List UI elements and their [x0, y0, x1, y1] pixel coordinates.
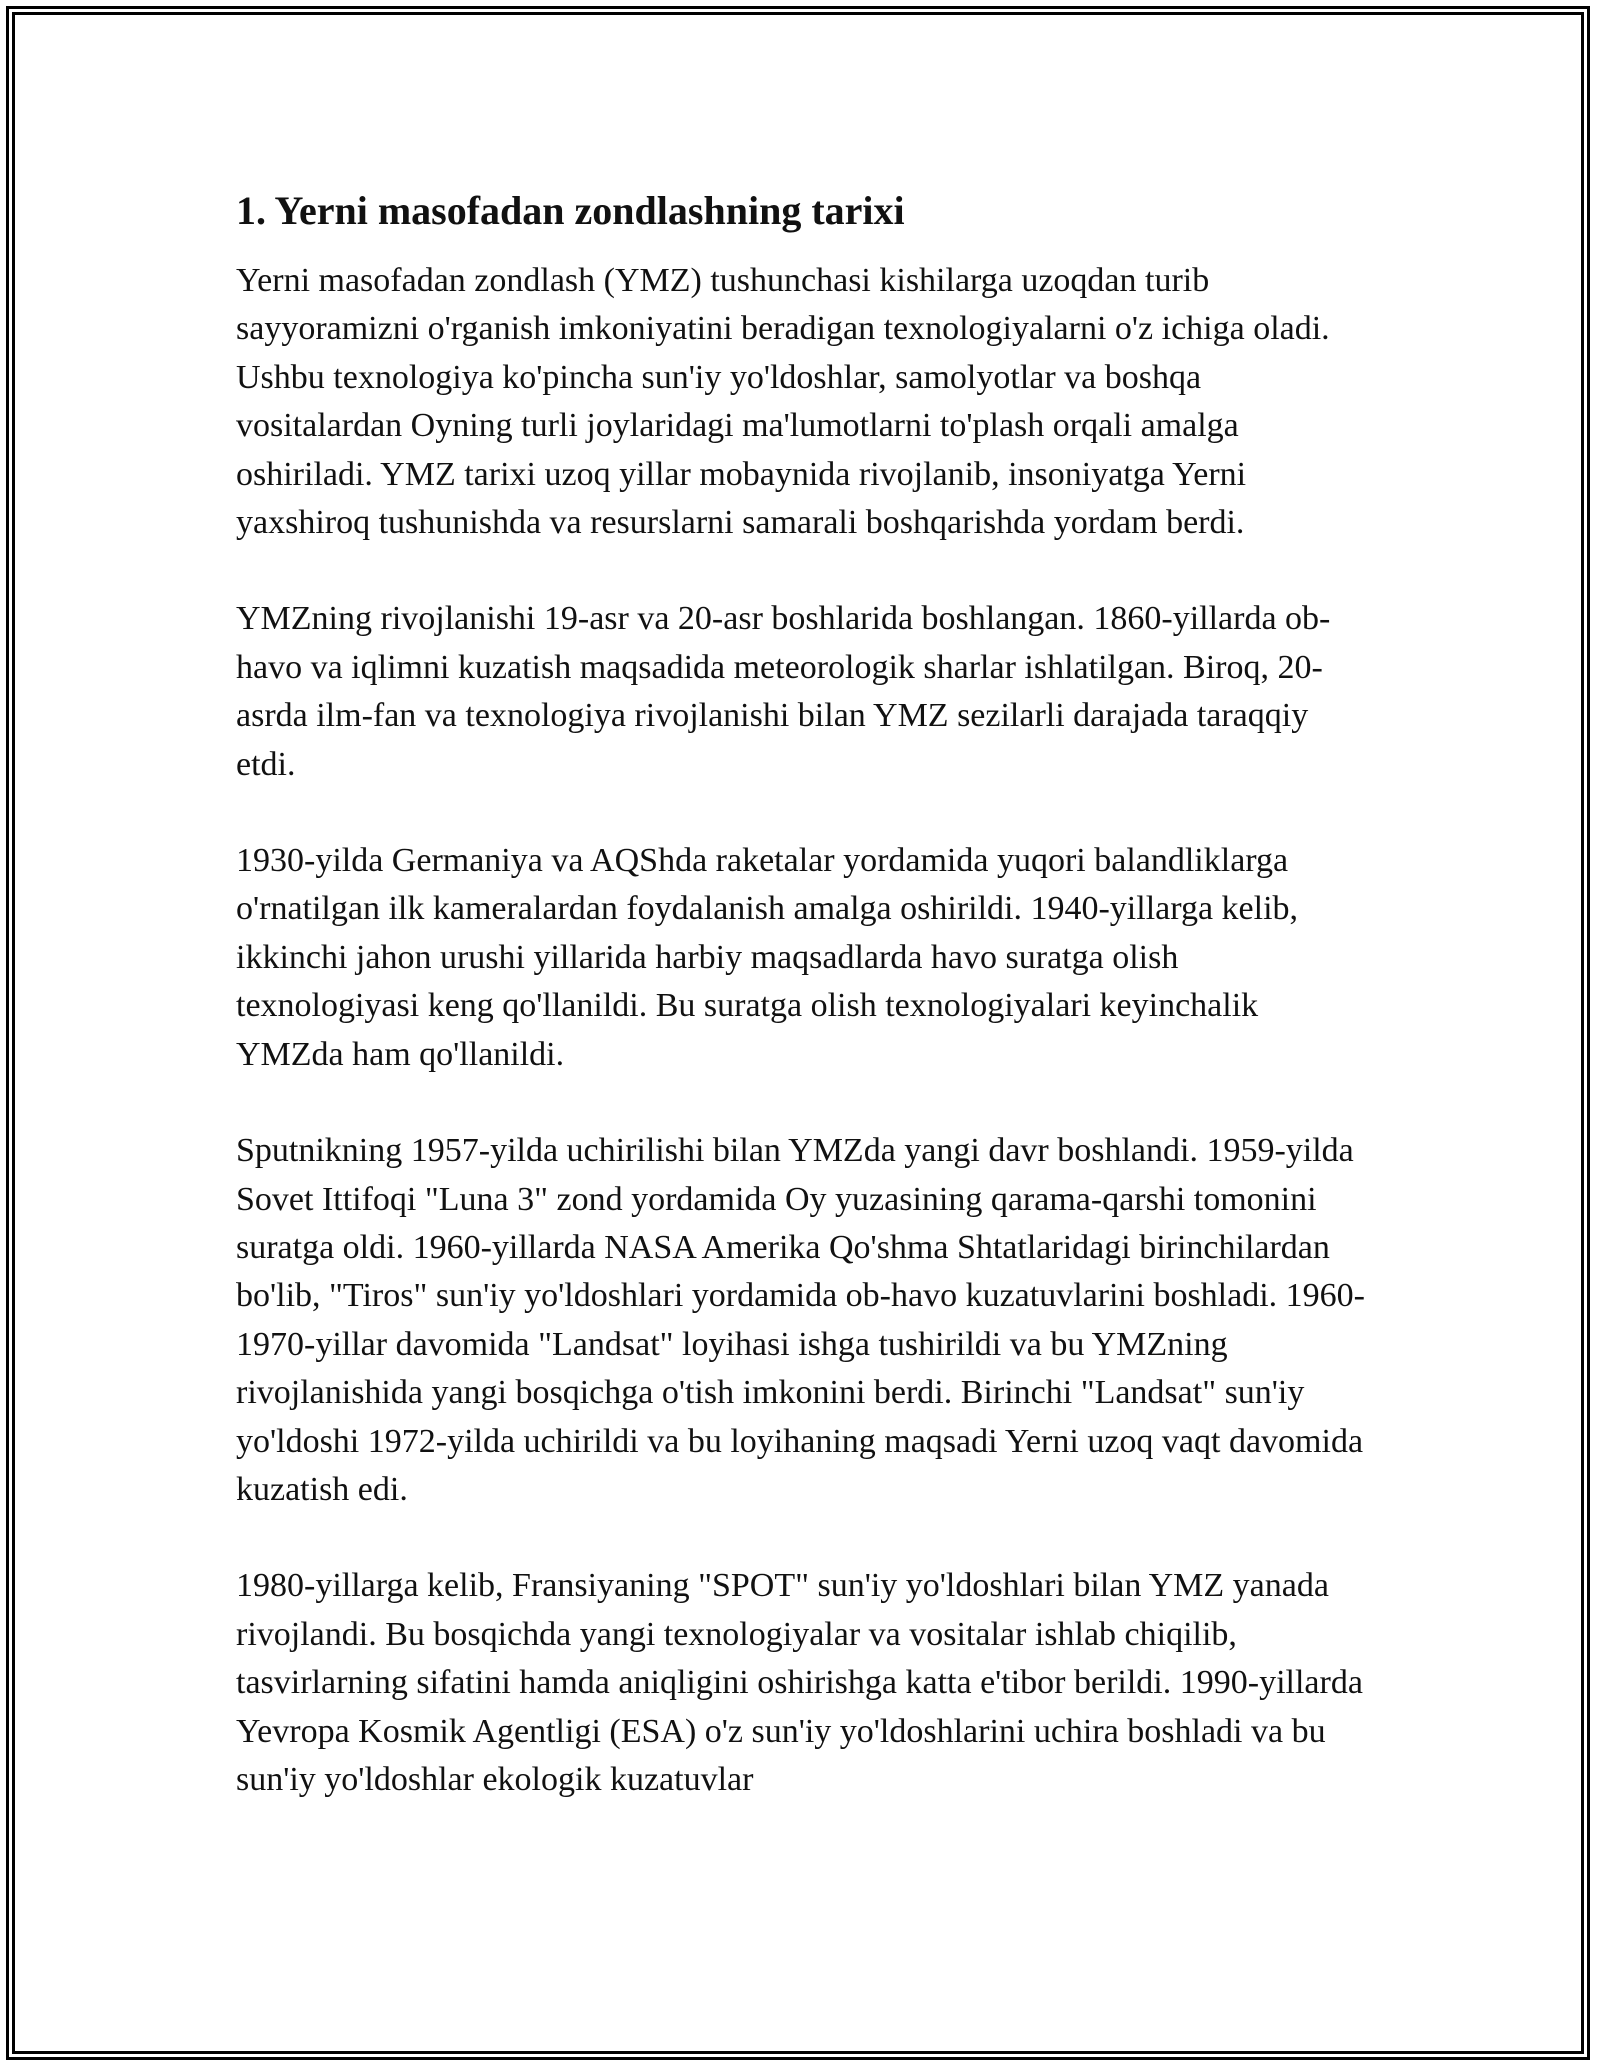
page-title: 1. Yerni masofadan zondlashning tarixi [236, 188, 905, 233]
paragraph-space-era: Sputnikning 1957-yilda uchirilishi bilan YMZda yangi davr boshlandi. 1959-yilda Sovet Ittifoqi "Luna 3" zond yordamida Oy yuzasining qarama-qarshi tomonini suratga oldi. 1960-yillarda NASA Amerika Qo'shma Shtatlaridagi birinchilardan bo'lib, "Tiros" sun'iy yo'ldoshlari yordamida ob-havo kuzatuvlarini boshladi. 1960-1970-yillar davomida "Landsat" loyihasi ishga tushirildi va bu YMZning rivojlanishida yangi bosqichga o'tish imkonini berdi. Birinchi "Landsat" sun'iy yo'ldoshi 1972-yilda uchirildi va bu loyihaning maqsadi Yerni uzoq vaqt davomida kuzatish edi. [236, 1132, 1365, 1508]
paragraph-early-history: YMZning rivojlanishi 19-asr va 20-asr boshlarida boshlangan. 1860-yillarda ob-havo va iqlimni kuzatish maqsadida meteorologik sharlar ishlatilgan. Biroq, 20-asrda ilm-fan va texnologiya rivojlanishi bilan YMZ sezilarli darajada taraqqiy etdi. [236, 600, 1331, 783]
document-body [236, 185, 1366, 1852]
paragraph-1980s-1990s: 1980-yillarga kelib, Fransiyaning "SPOT" sun'iy yo'ldoshlari bilan YMZ yanada rivojlandi. Bu bosqichda yangi texnologiyalar va vositalar ishlab chiqilib, tasvirlarning sifatini hamda aniqligini oshirishga katta e'tibor berildi. 1990-yillarda Yevropa Kosmik Agentligi (ESA) o'z sun'iy yo'ldoshlarini uchira boshladi va bu sun'iy yo'ldoshlar ekologik kuzatuvlar [236, 1567, 1363, 1798]
paragraph-intro: Yerni masofadan zondlash (YMZ) tushunchasi kishilarga uzoqdan turib sayyoramizni o'rganish imkoniyatini beradigan texnologiyalarni o'z ichiga oladi. Ushbu texnologiya ko'pincha sun'iy yo'ldoshlar, samolyotlar va boshqa vositalardan Oyning turli joylaridagi ma'lumotlarni to'plash orqali amalga oshiriladi. YMZ tarixi uzoq yillar mobaynida rivojlanib, insoniyatga Yerni yaxshiroq tushunishda va resurslarni samarali boshqarishda yordam berdi. [236, 262, 1330, 542]
paragraph-1930s-1940s: 1930-yilda Germaniya va AQShda raketalar yordamida yuqori balandliklarga o'rnatilgan ilk kameralardan foydalanish amalga oshirildi. 1940-yillarga kelib, ikkinchi jahon urushi yillarida harbiy maqsadlarda havo suratga olish texnologiyasi keng qo'llanildi. Bu suratga olish texnologiyalari keyinchalik YMZda ham qo'llanildi. [236, 842, 1299, 1073]
